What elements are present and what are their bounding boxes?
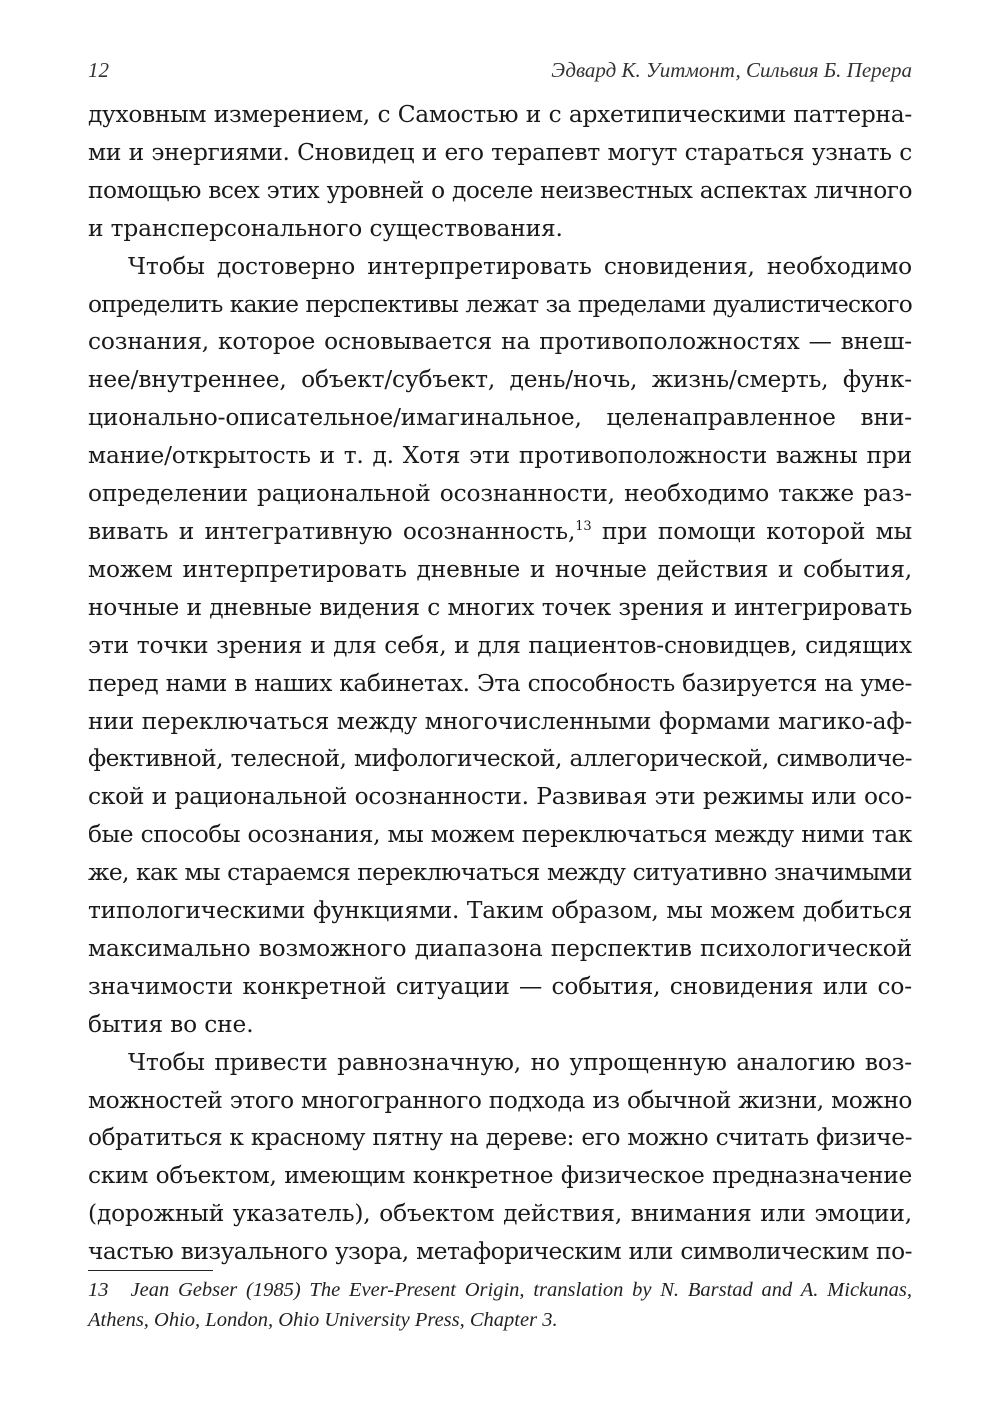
text-line: мание/открытость и т. д. Хотя эти противоположности важны при xyxy=(88,442,912,470)
text-line: бые способы осознания, мы можем переключаться между ними так xyxy=(88,821,912,849)
paragraph-2 xyxy=(88,248,912,1044)
text-line: Чтобы привести равнозначную, но упрощенную аналогию воз- xyxy=(128,1048,912,1076)
text-line: частью визуального узора, метафорическим или символическим по- xyxy=(88,1238,912,1266)
text-line: ми и энергиями. Сновидец и его терапевт могут стараться узнать с xyxy=(88,138,912,166)
text-line: можем интерпретировать дневные и ночные действия и события, xyxy=(88,555,912,583)
text-line: помощью всех этих уровней о доселе неизвестных аспектах личного xyxy=(88,176,912,204)
text-line: ским объектом, имеющим конкретное физическое предназначение xyxy=(88,1162,912,1190)
paragraph-1 xyxy=(88,96,912,248)
text-segment: вивать и интегративную осознанность, xyxy=(88,517,576,545)
text-line: нее/внутреннее, объект/субъект, день/ночь, жизнь/смерть, функ- xyxy=(88,366,912,394)
text-line: (дорожный указатель), объектом действия, внимания или эмоции, xyxy=(88,1200,912,1228)
text-line: перед нами в наших кабинетах. Эта способность базируется на уме- xyxy=(88,669,912,697)
text-line: типологическими функциями. Таким образом, мы можем добиться xyxy=(88,897,912,925)
footnote-text: Jean Gebser (1985) The Ever-Present Origin, translation by N. Barstad and A. Mickunas, xyxy=(130,1279,912,1301)
text-line: ночные и дневные видения с многих точек зрения и интегрировать xyxy=(88,593,912,621)
text-line: определить какие перспективы лежат за пределами дуалистического xyxy=(88,290,912,318)
text-line: сознания, которое основывается на противоположностях — внеш- xyxy=(88,328,912,356)
text-line: можностей этого многогранного подхода из обычной жизни, можно xyxy=(88,1086,912,1114)
page-number: 12 xyxy=(88,58,109,82)
text-line: бытия во сне. xyxy=(88,1010,254,1038)
text-line: Чтобы достоверно интерпретировать сновидения, необходимо xyxy=(128,252,912,280)
text-line: ской и рациональной осознанности. Развивая эти режимы или осо- xyxy=(88,783,912,811)
text-line: фективной, телесной, мифологической, аллегорической, символиче- xyxy=(88,745,912,773)
text-line: ционально-описательное/имагинальное, целенаправленное вни- xyxy=(88,404,912,432)
footnote-separator xyxy=(88,1270,213,1271)
text-line: эти точки зрения и для себя, и для пациентов-сновидцев, сидящих xyxy=(88,631,912,659)
footnote-line xyxy=(88,1276,912,1306)
text-line: же, как мы стараемся переключаться между ситуативно значимыми xyxy=(88,859,912,887)
running-head-authors: Эдвард К. Уитмонт, Сильвия Б. Перера xyxy=(551,58,912,82)
text-line: определении рациональной осознанности, необходимо также раз- xyxy=(88,480,912,508)
body-text xyxy=(88,96,912,1271)
text-line: и трансперсонального существования. xyxy=(88,214,563,242)
text-line: нии переключаться между многочисленными формами магико-аф- xyxy=(88,707,912,735)
text-line: духовным измерением, с Самостью и с архетипическими паттерна- xyxy=(88,101,912,128)
book-page xyxy=(88,0,912,1418)
text-line-with-footnote xyxy=(88,513,912,551)
footnote-line: Athens, Ohio, London, Ohio University Press, Chapter 3. xyxy=(88,1308,558,1331)
text-segment: при помощи которой мы xyxy=(601,517,912,545)
text-line: максимально возможного диапазона перспектив психологической xyxy=(88,934,912,962)
footnote-reference[interactable]: 13 xyxy=(575,518,592,534)
paragraph-3 xyxy=(88,1044,912,1271)
running-header xyxy=(88,58,912,88)
text-line: значимости конкретной ситуации — события, сновидения или со- xyxy=(88,972,912,1000)
footnote-number: 13 xyxy=(88,1279,109,1301)
footnote xyxy=(88,1276,912,1335)
text-line: обратиться к красному пятну на дереве: его можно считать физиче- xyxy=(88,1124,912,1152)
